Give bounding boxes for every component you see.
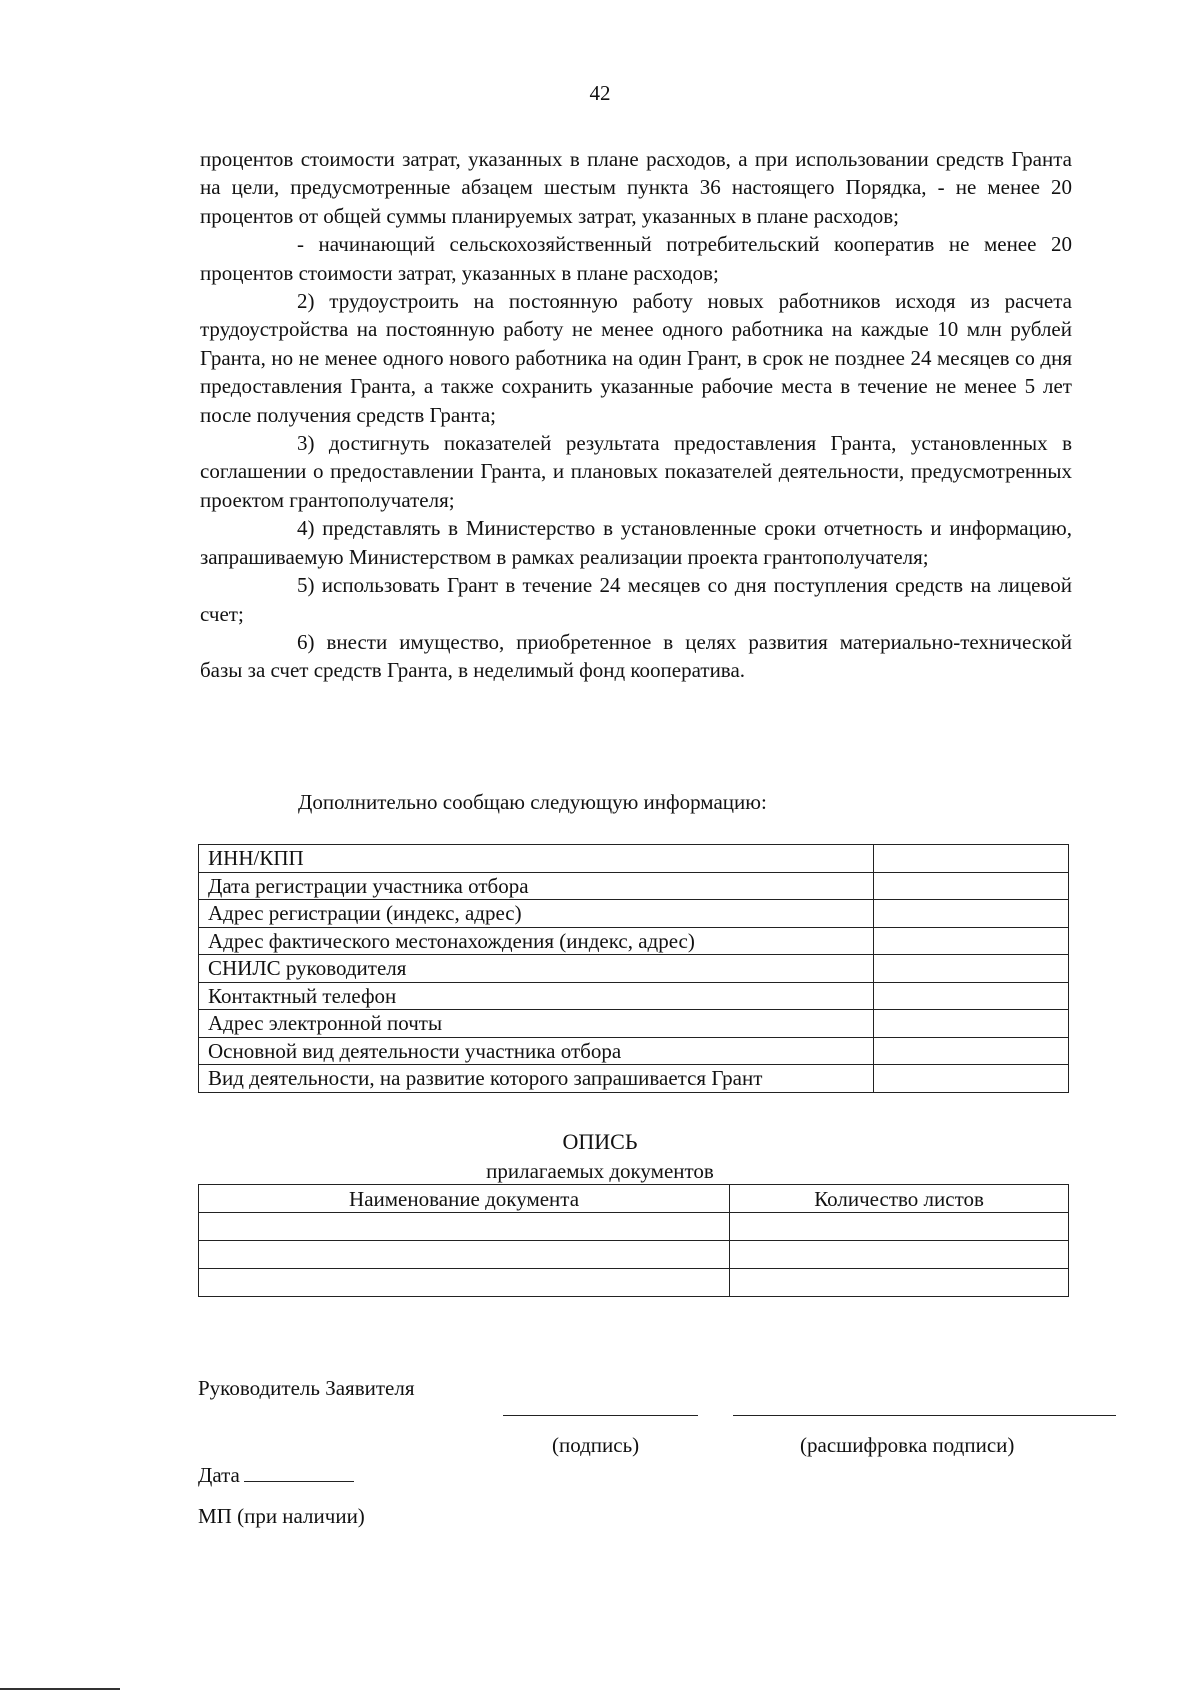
paragraph-item-2: 2) трудоустроить на постоянную работу новых работников исходя из расчета трудоустройства на постоянную работу не менее одного работника на каждые 10 млн рублей Гранта, но не менее одного нового работника на один Грант, в срок не позднее 24 месяцев со дня предоставления Гранта, а также сохранить указанные рабочие места в течение не менее 5 лет после получения средств Гранта; [200, 289, 1072, 427]
table-row [199, 900, 1069, 928]
table-row [199, 1241, 1069, 1269]
table-row [199, 1037, 1069, 1065]
sheet-count-cell[interactable] [730, 1213, 1069, 1241]
table-row [199, 1065, 1069, 1093]
info-label-phone: Контактный телефон [199, 982, 874, 1010]
signature-caption: (подпись) [552, 1433, 640, 1457]
info-value-snils[interactable] [873, 955, 1068, 983]
table-row [199, 927, 1069, 955]
info-value-registration-address[interactable] [873, 900, 1068, 928]
table-row [199, 982, 1069, 1010]
table-row [199, 1010, 1069, 1038]
inventory-subtitle: прилагаемых документов [486, 1159, 714, 1183]
info-label-main-activity: Основной вид деятельности участника отбора [199, 1037, 874, 1065]
info-label-grant-activity: Вид деятельности, на развитие которого запрашивается Грант [199, 1065, 874, 1093]
document-name-cell[interactable] [199, 1269, 730, 1297]
document-name-cell[interactable] [199, 1213, 730, 1241]
info-value-email[interactable] [873, 1010, 1068, 1038]
signatory-label: Руководитель Заявителя [198, 1376, 415, 1400]
paragraph-item-6: 6) внести имущество, приобретенное в целях развития материально-технической базы за счет средств Гранта, в неделимый фонд кооператива. [200, 629, 1072, 683]
info-label-registration-date: Дата регистрации участника отбора [199, 872, 874, 900]
column-header-document-name: Наименование документа [199, 1185, 730, 1213]
info-label-email: Адрес электронной почты [199, 1010, 874, 1038]
page-number: 42 [589, 81, 611, 105]
table-row [199, 845, 1069, 873]
paragraph-continuation: процентов стоимости затрат, указанных в плане расходов, а при использовании средств Гранта на цели, предусмотренные абзацем шестым пункта 36 настоящего Порядка, - не менее 20 процентов от общей суммы планируемых затрат, указанных в плане расходов; [200, 147, 1072, 228]
date-blank-line[interactable] [244, 1461, 354, 1482]
column-header-sheet-count: Количество листов [730, 1185, 1069, 1213]
info-value-inn[interactable] [873, 845, 1068, 873]
footer-rule [0, 1688, 120, 1690]
applicant-info-table [198, 844, 1069, 1093]
paragraph-item-4: 4) представлять в Министерство в установленные сроки отчетность и информацию, запрашиваемую Министерством в рамках реализации проекта грантополучателя; [200, 516, 1072, 569]
table-row [199, 1269, 1069, 1297]
info-label-snils: СНИЛС руководителя [199, 955, 874, 983]
document-name-cell[interactable] [199, 1241, 730, 1269]
info-value-actual-address[interactable] [873, 927, 1068, 955]
info-label-actual-address: Адрес фактического местонахождения (индекс, адрес) [199, 927, 874, 955]
date-row [198, 1461, 354, 1488]
documents-table [198, 1184, 1069, 1297]
additional-info-intro: Дополнительно сообщаю следующую информацию: [298, 790, 767, 814]
sheet-count-cell[interactable] [730, 1241, 1069, 1269]
info-label-inn: ИНН/КПП [199, 845, 874, 873]
date-label: Дата [198, 1463, 240, 1487]
body-text [200, 145, 1072, 685]
info-value-main-activity[interactable] [873, 1037, 1068, 1065]
table-row [199, 872, 1069, 900]
table-row [199, 955, 1069, 983]
inventory-title: ОПИСЬ [562, 1129, 638, 1154]
info-value-phone[interactable] [873, 982, 1068, 1010]
info-value-grant-activity[interactable] [873, 1065, 1068, 1093]
sheet-count-cell[interactable] [730, 1269, 1069, 1297]
info-label-registration-address: Адрес регистрации (индекс, адрес) [199, 900, 874, 928]
paragraph-item-5: 5) использовать Грант в течение 24 месяцев со дня поступления средств на лицевой счет; [200, 573, 1072, 626]
table-header-row [199, 1185, 1069, 1213]
signature-decoding-caption: (расшифровка подписи) [800, 1433, 1015, 1457]
signature-line[interactable] [503, 1415, 698, 1416]
info-value-registration-date[interactable] [873, 872, 1068, 900]
paragraph-item-3: 3) достигнуть показателей результата предоставления Гранта, установленных в соглашении о предоставлении Гранта, и плановых показателей деятельности, предусмотренных проектом грантополучателя; [200, 431, 1072, 512]
paragraph-cooperative: - начинающий сельскохозяйственный потребительский кооператив не менее 20 процентов стоимости затрат, указанных в плане расходов; [200, 232, 1072, 285]
table-row [199, 1213, 1069, 1241]
signature-decoding-line[interactable] [733, 1415, 1116, 1416]
stamp-label: МП (при наличии) [198, 1504, 365, 1528]
